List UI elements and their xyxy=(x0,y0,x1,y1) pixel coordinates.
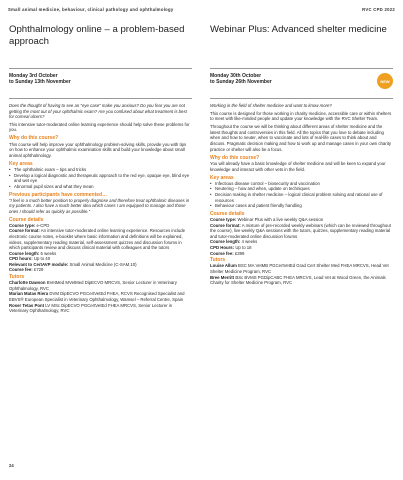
course-title: Webinar Plus: Advanced shelter medicine xyxy=(210,24,387,35)
testimonial-quote: "I feel in a much better position to properly diagnose and therefore treat ophthalmic diseases in my patients. I also have a much better idea which cases I am equipped to manage and those ones I should refer as quickly as possible." xyxy=(9,197,190,214)
tutors-heading: Tutors xyxy=(210,257,226,264)
divider xyxy=(210,98,393,99)
tutor-entry: Louise Allum BSC MA VetMB PGCertVetEd Grad Cert Shelter Med FHEA MRCVS, Head Vet Shelter Medicine Program, RVC xyxy=(210,263,389,274)
tutors-heading: Tutors xyxy=(9,274,25,281)
page-header xyxy=(8,7,395,15)
tutor-entry: Marian Matas Riera DVM DipECVO PGCertVetEd FHEA, RCVS Recognised Specialist and EBVS® European Specialist in Veterinary Ophthalmology, Wamsel – Referral Centre, Spain xyxy=(9,291,185,303)
course-format: Course format: A mixture of pre-recorded weekly webinars (which can be reviewed throughout the course), live weekly Q&A sessions with the tutors, quizzes, supplementary reading material and tutor-moderated online discussion forums xyxy=(210,222,391,239)
tutor-entry: Roser Tetas Pont LV MSc DipECVO PGCertVetEd FHEA MRCVS, Senior Lecturer in Veterinary Ophthalmology, RVC xyxy=(9,302,173,314)
course-format: Course format: An intensive tutor-moderated online learning experience. Resources include electronic course notes, e-booklet where basic information and definitions will be explained, videos, supplementary reading material, self-assessment quizzes and discussion forums in which participants review and discuss clinical material with colleagues and the tutors xyxy=(9,228,186,251)
testimonial-heading: Previous participants have commented… xyxy=(9,191,108,198)
list-item: • Behaviour cases and patient friendly handling xyxy=(210,203,393,209)
intro-text: This course is designed for those working in charity medicine, accessible care or within shelters to meet with like-minded people and update your knowledge with the RVC Shelter Team. xyxy=(210,110,392,122)
key-areas-list xyxy=(9,167,192,189)
list-item: • Abnormal pupil sizes and what they mean xyxy=(9,184,192,190)
cpd-hours: CPD Hours: Up to 18 xyxy=(210,244,252,250)
certavp-module: Relevant to CertAVP module: Small Animal Medicine (C-SAM.10) xyxy=(9,261,137,267)
date-start: Monday 3rd October xyxy=(9,73,58,79)
key-areas-heading: Key areas xyxy=(9,160,33,167)
course-length: Course length: 6 weeks xyxy=(9,250,57,256)
intro-question: Working in the field of shelter medicine and want to know more? xyxy=(210,103,332,108)
divider xyxy=(210,68,393,69)
list-item: • Infectious disease control – biosecurity and vaccination xyxy=(210,181,393,187)
date-end: to Sunday 26th November xyxy=(210,79,272,86)
details-heading: Course details xyxy=(9,216,44,223)
course-dates xyxy=(210,73,393,93)
list-item: • Decision making in shelter medicine – logical clinical problem solving and rational use of resources xyxy=(210,192,393,203)
course-fee: Course fee: £729 xyxy=(9,267,44,273)
date-start: Monday 30th October xyxy=(210,73,262,79)
intro-question: Does the thought of having to see an "eye case" make you anxious? Do you fear you are not getting the most out of your ophthalmic exam? Are you confused about what treatment is best for corneal ulcers? xyxy=(9,103,187,120)
course-type: Course type: Webinar Plus with a live weekly Q&A session xyxy=(210,217,324,223)
list-item: • Neutering – how and when, update on techniques xyxy=(210,186,393,192)
course-length: Course length: 4 weeks xyxy=(210,239,258,245)
why-heading: Why do this course? xyxy=(9,135,59,142)
date-end: to Sunday 13th November xyxy=(9,79,71,86)
why-heading: Why do this course? xyxy=(210,154,260,161)
new-badge: NEW xyxy=(377,73,393,89)
list-item: • The ophthalmic exam – tips and tricks xyxy=(9,167,192,173)
divider xyxy=(9,68,192,69)
course-ophthalmology xyxy=(9,24,192,314)
details-heading: Course details xyxy=(210,210,245,217)
list-item: • Develop a logical diagnostic and therapeutic approach to the red eye, opaque eye, blind eye and wet eye xyxy=(9,173,192,184)
key-areas-list xyxy=(210,181,393,209)
why-text: This course will help improve your ophthalmology problem-solving skills, provide you with tips on how to enhance your ophthalmic examination skills and build your knowledge about small animal ophthalmology. xyxy=(9,141,187,158)
course-title: Ophthalmology online – a problem-based approach xyxy=(9,24,185,47)
course-shelter-medicine xyxy=(210,24,393,286)
cpd-hours: CPD hours: Up to 40 xyxy=(9,256,51,262)
intro-text: This intensive tutor-moderated online learning experience should help solve these problems for you. xyxy=(9,121,190,133)
course-type: Course type: e-CPD xyxy=(9,222,50,228)
divider xyxy=(9,98,192,99)
page-number: 24 xyxy=(9,463,14,468)
key-areas-heading: Key areas xyxy=(210,174,234,181)
tutor-entry: Charlotte Dawson BVetMed MVetMed DipECVO MRCVS, Senior Lecturer in Veterinary Ophthalmology, RVC xyxy=(9,280,177,291)
header-brand: RVC CPD 2022 xyxy=(362,7,395,12)
course-fee: Course fee: £399 xyxy=(210,250,245,256)
header-section-title: Small animal medicine, behaviour, clinical pathology and ophthalmology xyxy=(8,7,174,12)
tutor-entry: Bree Merritt BSc BVMS PGDipCABC FHEA MRCVS, Lead Vet at Wood Green, the Animals Charity for Shelter Medicine Program, RVC xyxy=(210,274,386,286)
why-text: You will already have a basic knowledge of shelter medicine and will be keen to expand your knowledge and interact with other vets in the field. xyxy=(210,160,386,172)
course-dates xyxy=(9,73,192,93)
intro-text-2: Throughout the course we will be thinking about different areas of shelter medicine and the latest thoughts and controversies in this field. All the topics that you love to debate including when and how to neuter, when to vaccinate and lots of real-life cases to think about and discuss. Pragmatic decision making and how to work up and manage cases in your own charity practice or shelter will also be a focus. xyxy=(210,124,392,152)
